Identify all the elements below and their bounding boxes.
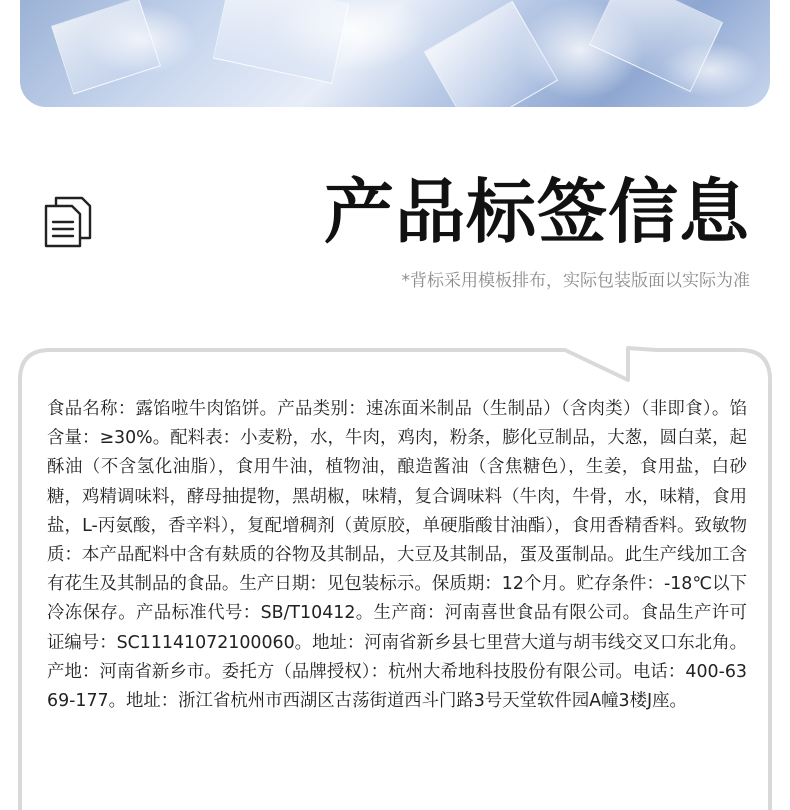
product-label-text: 食品名称：露馅啦牛肉馅饼。产品类别：速冻面米制品（生制品）（含肉类）（非即食）。馅含量：≥30%。配料表：小麦粉，水，牛肉，鸡肉，粉条，膨化豆制品，大葱，圆白菜，起酥油（不含氢化油脂），食用牛油，植物油，酿造酱油（含焦糖色），生姜，食用盐，白砂糖，鸡精调味料，酵母抽提物，黑胡椒，味精，复合调味料（牛肉，牛骨，水，味精，食用盐，L-丙氨酸，香辛料），复配增稠剂（黄原胶，单硬脂酸甘油酯），食用香精香料。致敏物质：本产品配料中含有麸质的谷物及其制品，大豆及其制品，蛋及蛋制品。此生产线加工含有花生及其制品的食品。生产日期：见包装标示。保质期：12个月。贮存条件：-18℃以下冷冻保存。产品标准代号：SB/T10412。生产商：河南喜世食品有限公司。食品生产许可证编号：SC11141072100060。地址：河南省新乡县七里营大道与胡韦线交叉口东北角。产地：河南省新乡市。委托方（品牌授权）：杭州大希地科技股份有限公司。电话：400-6369-177。地址：浙江省杭州市西湖区古荡街道西斗门路3号天堂软件园A幢3楼J座。 bbox=[47, 399, 747, 712]
ice-shard bbox=[213, 0, 349, 84]
ice-shard bbox=[424, 1, 558, 107]
ice-shard bbox=[589, 0, 723, 92]
document-icon bbox=[42, 194, 94, 248]
ice-banner-image bbox=[20, 0, 770, 107]
page-title: 产品标签信息 bbox=[324, 171, 750, 253]
layout-disclaimer: *背标采用模板排布，实际包装版面以实际为准 bbox=[401, 271, 750, 291]
ice-shard bbox=[51, 0, 161, 94]
